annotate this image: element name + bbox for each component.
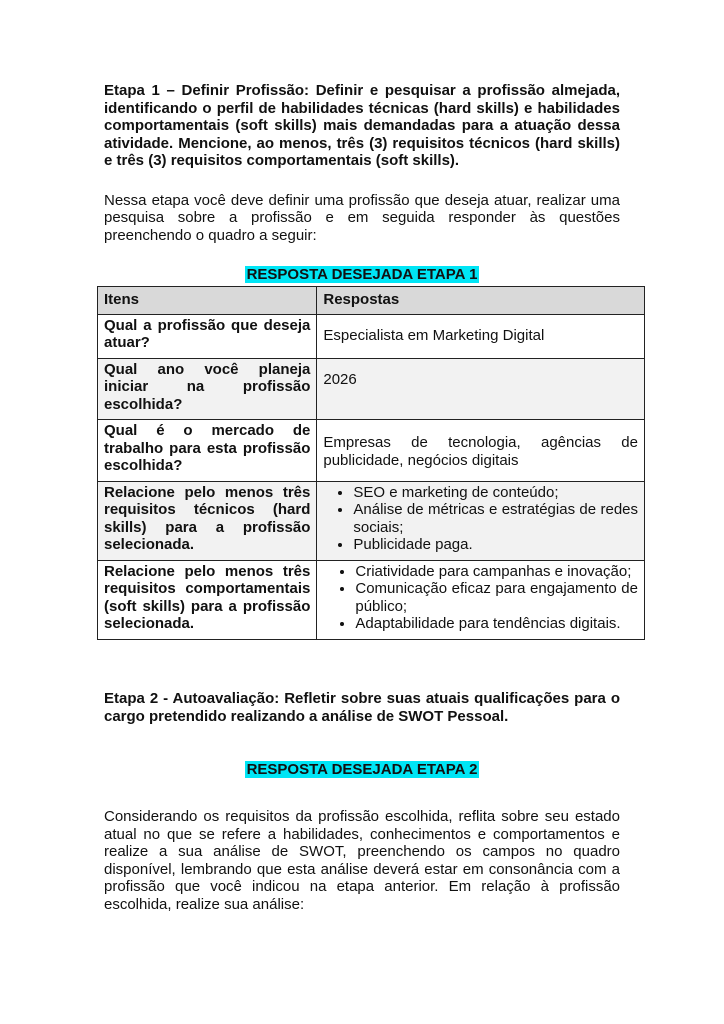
header-respostas: Respostas [317,287,645,315]
list-item: • SEO e marketing de conteúdo; [353,484,638,502]
hard-skills-list [323,484,638,554]
row-question: Qual é o mercado de trabalho para esta profissão escolhida? [98,420,317,482]
etapa1-intro: Nessa etapa você deve definir uma profissão que deseja atuar, realizar uma pesquisa sobre a profissão e em seguida responder às questões preenchendo o quadro a seguir: [104,191,620,244]
table-row [98,481,645,560]
list-item: • Criatividade para campanhas e inovação; [355,563,638,581]
list-item: • Comunicação eficaz para engajamento de público; [355,580,638,615]
row-answer-list [317,481,645,560]
row-answer: Empresas de tecnologia, agências de publicidade, negócios digitais [317,420,645,482]
etapa2-highlight-wrap [0,761,724,778]
row-answer: Especialista em Marketing Digital [317,314,645,358]
table-row [98,560,645,639]
etapa2-body: Considerando os requisitos da profissão escolhida, reflita sobre seu estado atual no que se refere a habilidades, conhecimentos e comportamentos e realize a sua análise de SWOT, preenchendo os campos no quadro disponível, lembrando que esta análise deverá estar em consonância com a profissão que você indicou na etapa anterior. Em relação à profissão escolhida, realize sua análise: [104,808,620,913]
etapa1-section [104,82,620,283]
etapa1-highlight-wrap [104,266,620,283]
etapa2-title: Etapa 2 - Autoavaliação: Refletir sobre suas atuais qualificações para o cargo pretendido realizando a análise de SWOT Pessoal. [104,690,620,725]
row-question: Qual ano você planeja iniciar na profissão escolhida? [98,358,317,420]
table-row [98,358,645,420]
row-answer-list [317,560,645,639]
table-row [98,314,645,358]
list-item: • Adaptabilidade para tendências digitais. [355,615,638,633]
row-question: Relacione pelo menos três requisitos técnicos (hard skills) para a profissão selecionada. [98,481,317,560]
etapa1-highlight: RESPOSTA DESEJADA ETAPA 1 [246,266,478,283]
list-item: • Publicidade paga. [353,536,638,554]
etapa1-title: Etapa 1 – Definir Profissão: Definir e pesquisar a profissão almejada, identificando o perfil de habilidades técnicas (hard skills) e habilidades comportamentais (soft skills) mais demandadas para a atuação dessa atividade. Mencione, ao menos, três (3) requisitos técnicos (hard skills) e três (3) requisitos comportamentais (soft skills). [104,82,620,169]
header-itens: Itens [98,287,317,315]
etapa2-highlight: RESPOSTA DESEJADA ETAPA 2 [246,761,478,778]
soft-skills-list [323,563,638,633]
list-item: • Análise de métricas e estratégias de redes sociais; [353,501,638,536]
response-table [97,286,645,640]
table-header-row [98,287,645,315]
row-question: Qual a profissão que deseja atuar? [98,314,317,358]
row-question: Relacione pelo menos três requisitos comportamentais (soft skills) para a profissão selecionada. [98,560,317,639]
table-row [98,420,645,482]
row-answer: 2026 [317,358,645,420]
